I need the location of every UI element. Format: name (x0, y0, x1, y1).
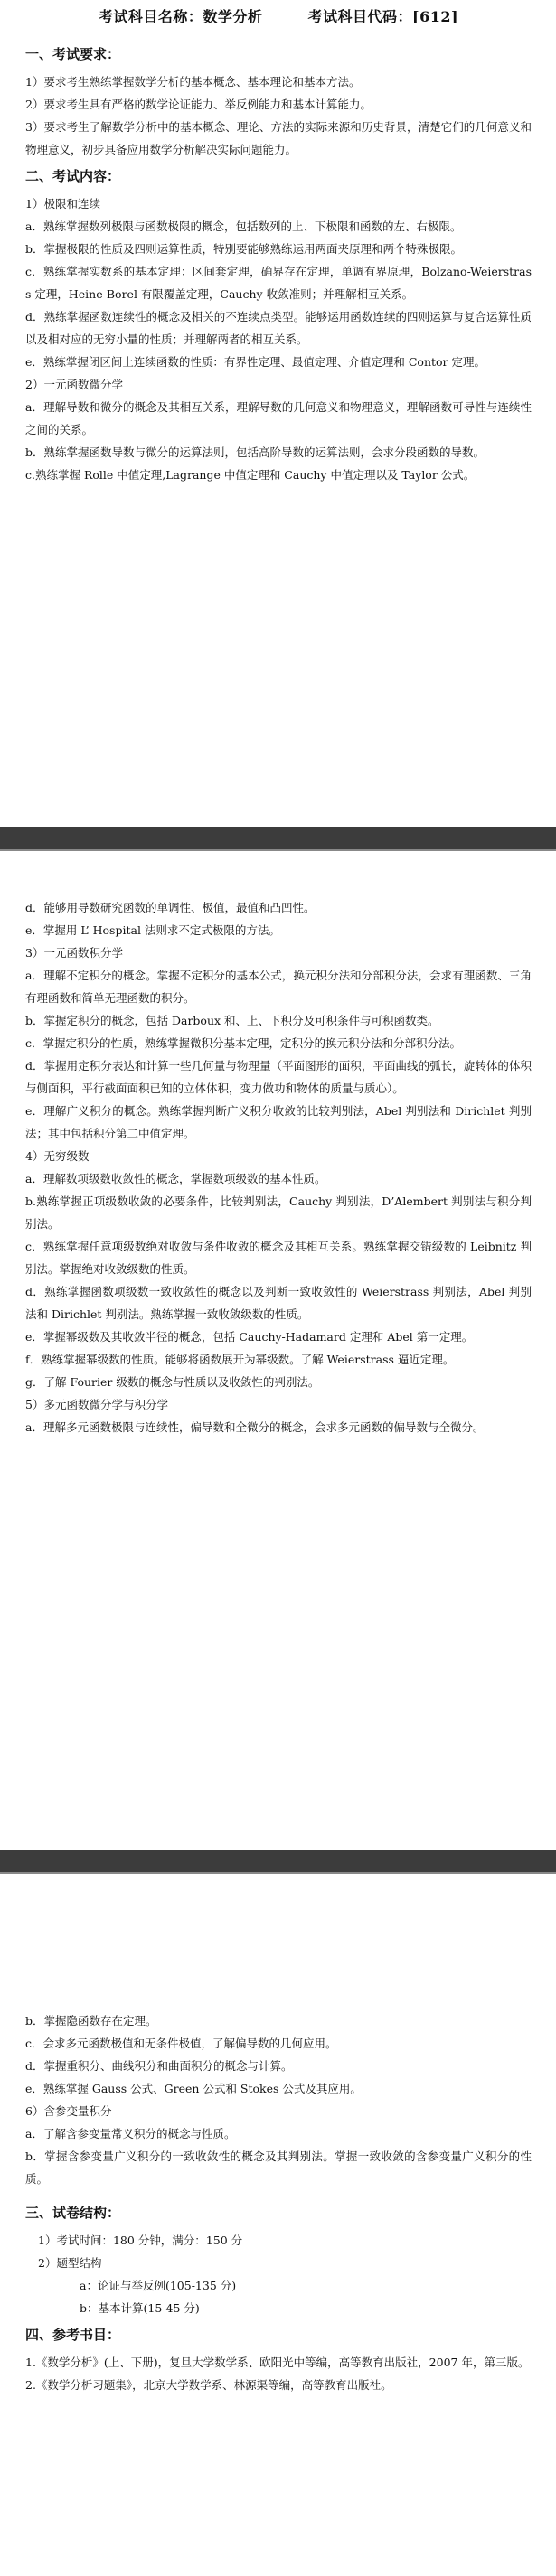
topic-item: a．熟练掌握数列极限与函数极限的概念，包括数列的上、下极限和函数的左、右极限。 (25, 220, 462, 233)
requirement-item: 1）要求考生熟练掌握数学分析的基本概念、基本理论和基本方法。 (25, 75, 361, 89)
topic-heading: 6）含参变量积分 (25, 2104, 112, 2118)
topic-item: c．熟练掌握任意项级数绝对收敛与条件收敛的概念及其相互关系。熟练掌握交错级数的 Leibnitz 判别法。掌握绝对收敛级数的性质。 (25, 1240, 532, 1276)
topic-item: a．理解导数和微分的概念及其相互关系，理解导数的几何意义和物理意义，理解函数可导性与连续性之间的关系。 (25, 400, 532, 436)
topic-item: a．了解含参变量常义积分的概念与性质。 (25, 2127, 236, 2140)
document-header (25, 5, 532, 26)
requirement-item: 2）要求考生具有严格的数学论证能力、举反例能力和基本计算能力。 (25, 98, 372, 111)
document-page-2 (0, 851, 556, 1850)
topic-item: b.熟练掌握正项级数收敛的必要条件，比较判别法，Cauchy 判别法，D’Alembert 判别法与积分判别法。 (25, 1194, 532, 1231)
topic-item: f．熟练掌握幂级数的性质。能够将函数展开为幂级数。了解 Weierstrass 逼近定理。 (25, 1353, 455, 1366)
page-3-content (25, 2009, 532, 2396)
section-structure-title: 三、试卷结构： (25, 2205, 121, 2221)
topic-item: d．掌握用定积分表达和计算一些几何量与物理量（平面图形的面积，平面曲线的弧长，旋转体的体积与侧面积，平行截面面积已知的立体体积，变力做功和物体的质量与质心）。 (25, 1059, 532, 1095)
topic-item: e．掌握用 L’ Hospital 法则求不定式极限的方法。 (25, 923, 280, 937)
topic-item: c．熟练掌握实数系的基本定理：区间套定理，确界存在定理，单调有界原理，Bolzano-Weierstrass 定理，Heine-Borel 有限覆盖定理，Cauchy 收敛准则；并理解相互关系。 (25, 265, 532, 301)
topic-item: e．理解广义积分的概念。熟练掌握判断广义积分收敛的比较判别法，Abel 判别法和 Dirichlet 判别法；其中包括积分第二中值定理。 (25, 1104, 532, 1140)
topic-item: b．熟练掌握函数导数与微分的运算法则，包括高阶导数的运算法则，会求分段函数的导数。 (25, 445, 485, 459)
topic-item: b．掌握定积分的概念，包括 Darboux 和、上、下积分及可积条件与可积函数类。 (25, 1014, 439, 1027)
reference-item: 2.《数学分析习题集》，北京大学数学系、林源渠等编，高等教育出版社。 (25, 2378, 392, 2392)
exam-types-heading: 2）题型结构 (38, 2256, 102, 2270)
topic-item: g．了解 Fourier 级数的概念与性质以及收敛性的判别法。 (25, 1375, 320, 1389)
page-2-content (25, 896, 532, 1438)
document-page-1 (0, 0, 556, 827)
topic-heading: 4）无穷级数 (25, 1149, 90, 1163)
topic-item: b．掌握隐函数存在定理。 (25, 2014, 157, 2028)
section-references-title: 四、参考书目： (25, 2327, 121, 2343)
topic-heading: 5）多元函数微分学与积分学 (25, 1398, 168, 1411)
topic-item: b．掌握含参变量广义积分的一致收敛性的概念及其判别法。掌握一致收敛的含参变量广义积分的性质。 (25, 2150, 532, 2186)
topic-item: a．理解数项级数收敛性的概念，掌握数项级数的基本性质。 (25, 1172, 326, 1185)
topic-item: c.熟练掌握 Rolle 中值定理,Lagrange 中值定理和 Cauchy 中值定理以及 Taylor 公式。 (25, 468, 476, 482)
topic-heading: 1）极限和连续 (25, 197, 100, 211)
subject-code: 考试科目代码：[612] (307, 8, 459, 25)
reference-item: 1.《数学分析》(上、下册)，复旦大学数学系、欧阳光中等编，高等教育出版社，2007 年，第三版。 (25, 2356, 530, 2369)
exam-time: 1）考试时间：180 分钟，满分：150 分 (38, 2234, 243, 2247)
requirement-item: 3）要求考生了解数学分析中的基本概念、理论、方法的实际来源和历史背景，清楚它们的几何意义和物理意义，初步具备应用数学分析解决实际问题能力。 (25, 120, 532, 156)
topic-item: d．熟练掌握函数连续性的概念及相关的不连续点类型。能够运用函数连续的四则运算与复合运算性质以及相对应的无穷小量的性质；并理解两者的相互关系。 (25, 310, 532, 346)
page-divider (0, 1850, 556, 1874)
section-content-title: 二、考试内容： (25, 168, 121, 184)
topic-item: a．理解多元函数极限与连续性，偏导数和全微分的概念，会求多元函数的偏导数与全微分。 (25, 1420, 485, 1434)
topic-item: a．理解不定积分的概念。掌握不定积分的基本公式，换元积分法和分部积分法，会求有理函数、三角有理函数和简单无理函数的积分。 (25, 969, 532, 1005)
topic-heading: 3）一元函数积分学 (25, 946, 123, 960)
topic-item: d．能够用导数研究函数的单调性、极值，最值和凸凹性。 (25, 901, 316, 914)
subject-name: 考试科目名称：数学分析 (98, 8, 263, 25)
topic-item: d．熟练掌握函数项级数一致收敛性的概念以及判断一致收敛性的 Weierstrass 判别法，Abel 判别法和 Dirichlet 判别法。熟练掌握一致收敛级数的性质。 (25, 1285, 532, 1321)
topic-item: e．熟练掌握 Gauss 公式、Green 公式和 Stokes 公式及其应用。 (25, 2082, 362, 2095)
topic-item: c．会求多元函数极值和无条件极值，了解偏导数的几何应用。 (25, 2037, 337, 2050)
exam-type-item: b：基本计算(15-45 分) (80, 2301, 200, 2315)
page-divider (0, 827, 556, 851)
topic-item: d．掌握重积分、曲线积分和曲面积分的概念与计算。 (25, 2059, 293, 2073)
section-requirements-title: 一、考试要求： (25, 46, 121, 62)
exam-type-item: a：论证与举反例(105-135 分) (80, 2279, 237, 2292)
topic-item: e．掌握幂级数及其收敛半径的概念，包括 Cauchy-Hadamard 定理和 Abel 第一定理。 (25, 1330, 474, 1344)
page-1-content (25, 5, 532, 486)
topic-heading: 2）一元函数微分学 (25, 378, 123, 391)
topic-item: e．熟练掌握闭区间上连续函数的性质：有界性定理、最值定理、介值定理和 Contor 定理。 (25, 355, 486, 369)
document-page-3 (0, 1874, 556, 2576)
topic-item: b．掌握极限的性质及四则运算性质，特别要能够熟练运用两面夹原理和两个特殊极限。 (25, 242, 463, 256)
topic-item: c．掌握定积分的性质，熟练掌握微积分基本定理，定积分的换元积分法和分部积分法。 (25, 1036, 462, 1050)
